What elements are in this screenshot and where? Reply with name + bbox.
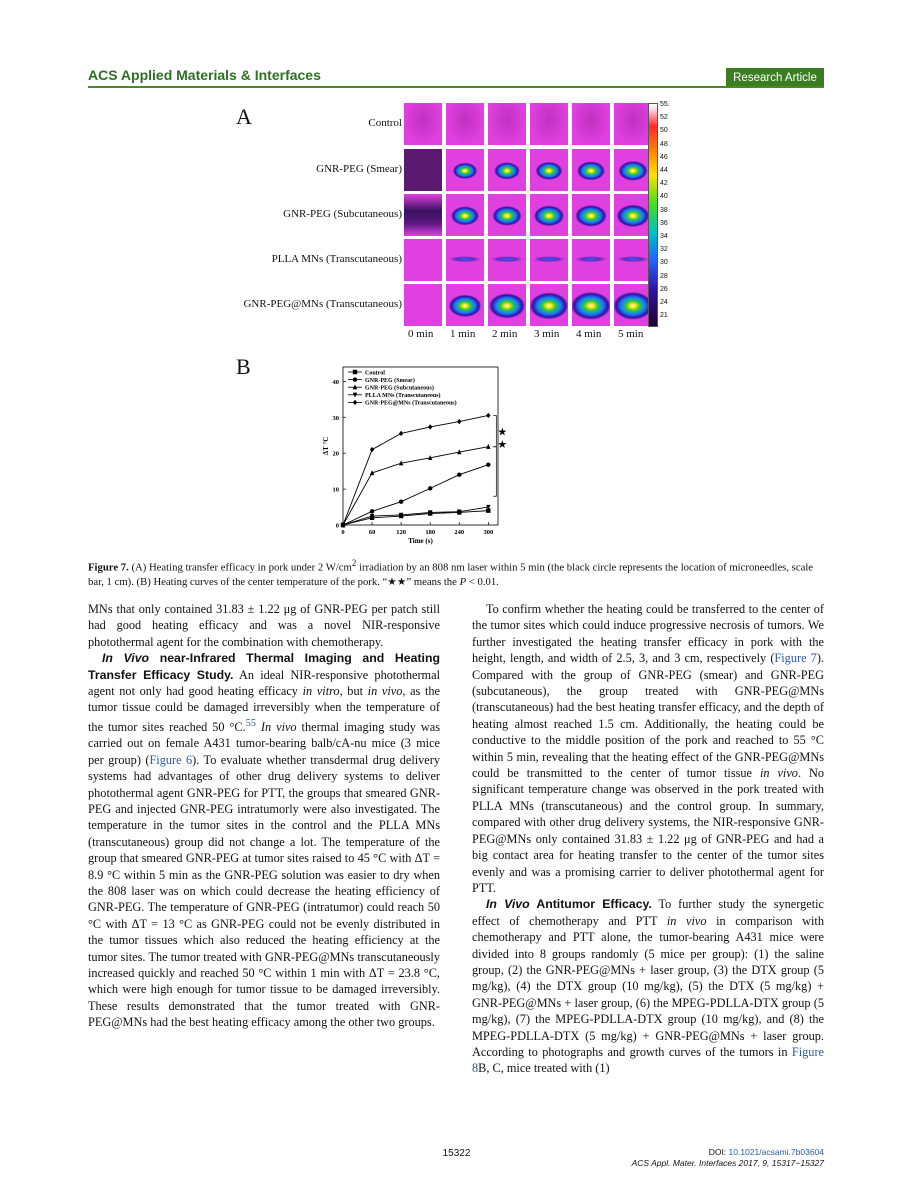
significance-star: ★ [497, 426, 508, 439]
caption-text-2: irradiation by an 808 nm laser within 5 min (the black circle represents the location of microneedles, scale bar, 1 cm). (B) Heating curves of the center temperature of the pork. “★★” means the [88, 561, 814, 588]
thermal-image [404, 149, 442, 191]
scale-tick-label: 42 [660, 180, 668, 188]
right-in-vivo-2: in vivo [666, 913, 707, 928]
caption-text-3: < 0.01. [466, 575, 499, 588]
right-paragraph-1 [472, 601, 824, 896]
row-label: GNR-PEG@MNs (Transcutaneous) [243, 298, 402, 310]
reference-link[interactable]: 55 [245, 717, 256, 729]
time-label: 0 min [408, 328, 434, 340]
data-point [457, 419, 461, 424]
citation: ACS Appl. Mater. Interfaces 2017, 9, 15317−15327 [631, 1158, 824, 1168]
panel-a-letter: A [236, 104, 252, 129]
thermal-image [488, 149, 526, 191]
thermal-image [404, 103, 442, 145]
figure-7-link[interactable]: Figure 7 [774, 651, 817, 666]
time-label: 1 min [450, 328, 476, 340]
row-label: GNR-PEG (Subcutaneous) [283, 208, 402, 220]
thermal-image [614, 194, 652, 236]
thermal-image [404, 239, 442, 281]
right-paragraph-2 [472, 896, 824, 1076]
thermal-image [404, 194, 442, 236]
data-point [353, 377, 357, 381]
scale-tick-label: 55. [660, 101, 670, 108]
legend-label: Control [365, 370, 385, 377]
thermal-image [614, 239, 652, 281]
thermal-image [614, 284, 652, 326]
article-type-badge: Research Article [726, 68, 824, 87]
thermal-image [488, 103, 526, 145]
data-point [370, 509, 374, 513]
left-in-vivo-2: In vivo [255, 719, 297, 734]
x-tick-label: 0 [341, 529, 345, 536]
row-label: PLLA MNs (Transcutaneous) [271, 253, 402, 265]
right-heading: Antitumor Efficacy. [529, 897, 652, 912]
caption-p: P [459, 575, 467, 588]
figure-6-link[interactable]: Figure 6 [149, 752, 193, 767]
thermal-image [572, 149, 610, 191]
thermal-image [530, 284, 568, 326]
data-point [399, 431, 403, 436]
scale-tick-label: 32 [660, 246, 668, 254]
right-column [472, 601, 824, 1077]
thermal-image [446, 284, 484, 326]
header-rule [88, 86, 824, 88]
scale-tick-label: 44 [660, 167, 668, 174]
scale-tick-label: 52 [660, 114, 668, 122]
y-tick-label: 20 [332, 450, 339, 458]
figure-caption [88, 556, 824, 589]
right-text-d: To further study the synergetic effect of chemotherapy and PTT [472, 897, 824, 928]
data-point [486, 444, 490, 449]
left-column [88, 601, 440, 1031]
row-label: Control [368, 117, 402, 129]
caption-label: Figure 7. [88, 561, 129, 574]
scale-tick-label: 50 [660, 127, 668, 135]
data-point [486, 462, 490, 466]
series-line [343, 465, 488, 525]
scale-tick-label: 46 [660, 153, 668, 161]
thermal-image [614, 149, 652, 191]
scale-tick-label: 48 [660, 140, 668, 148]
data-point [486, 413, 490, 418]
data-point [457, 473, 461, 477]
significance-bracket [493, 415, 496, 446]
data-point [428, 486, 432, 490]
figure-8-link[interactable]: Figure 8 [472, 1044, 824, 1076]
thermal-image [614, 103, 652, 145]
right-text-f: B, C, mice treated with (1) [478, 1061, 610, 1076]
journal-title: ACS Applied Materials & Interfaces [88, 67, 321, 83]
legend-label: GNR-PEG@MNs (Transcutaneous) [365, 400, 457, 407]
scale-tick-label: 34 [660, 233, 668, 240]
x-axis-label: Time (s) [408, 537, 433, 545]
left-heading: near-Infrared Thermal Imaging and Heating Transfer Efficacy Study. [88, 651, 440, 682]
heating-curve-chart [300, 355, 520, 550]
scale-tick-label: 21 [660, 312, 668, 320]
left-heading-italic: In Vivo [102, 651, 150, 666]
right-text-c: . No significant temperature change was observed in the pork treated with PLLA MNs (transcutaneous) and the control group. In summary, compared with other drug delivery systems, the NIR-responsive GNR-PEG@MNs only contained 31.83 ± 1.22 μg of GNR-PEG and had a big contact area for heating transfer to the center of the tumor sites evenly and was a promising carrier to deliver photothermal agent for PTT. [472, 766, 824, 895]
row-label: GNR-PEG (Smear) [316, 163, 402, 175]
series-line [343, 415, 488, 525]
time-label: 4 min [576, 328, 602, 340]
caption-text: (A) Heating transfer efficacy in pork under 2 W/cm [128, 561, 352, 574]
right-text-a: To confirm whether the heating could be transferred to the center of the tumor sites which could induce progressive necrosis of tumors. We further investigated the heating transfer efficacy in pork with the height, length, and width of 2.5, 3, and 3 cm, respectively ( [472, 602, 824, 666]
thermal-image [530, 103, 568, 145]
left-in-vivo: in vivo [367, 684, 403, 699]
thermal-image [488, 194, 526, 236]
thermal-image [530, 194, 568, 236]
thermal-image [446, 149, 484, 191]
thermal-image [446, 239, 484, 281]
data-point [399, 499, 403, 503]
right-in-vivo: in vivo [759, 766, 798, 781]
data-point [370, 447, 374, 452]
doi-link[interactable]: 10.1021/acsami.7b03604 [728, 1147, 824, 1157]
x-tick-label: 60 [368, 529, 376, 536]
left-in-vitro: in vitro [302, 684, 340, 699]
panel-b-letter: B [236, 354, 251, 379]
scale-tick-label: 38 [660, 206, 668, 214]
scale-tick-label: 28 [660, 272, 668, 280]
right-text-e: in comparison with chemotherapy and PTT alone, the tumor-bearing A431 mice were divided into 8 groups randomly (5 mice per group): (1) the saline group, (2) the GNR-PEG@MNs + laser group, (3) the DTX group (5 mg/kg), (4) the DTX group (10 mg/kg), (5) the DTX (5 mg/kg) + GNR-PEG@MNs + laser group, (6) the MPEG-PDLLA-DTX group (5 mg/kg), (7) the MPEG-PDLLA-DTX group (10 mg/kg), and (8) the MPEG-PDLLA-DTX (5 mg/kg) + GNR-PEG@MNs + laser group. According to photographs and growth curves of the tumors in [472, 913, 824, 1059]
left-paragraph-2 [88, 650, 440, 1030]
doi-block [632, 1147, 824, 1169]
scale-tick-label: 40 [660, 193, 668, 201]
left-text-b: , but [339, 684, 368, 699]
time-label: 3 min [534, 328, 560, 340]
y-tick-label: 40 [332, 378, 339, 386]
scale-tick-label: 30 [660, 259, 668, 267]
data-point [353, 370, 357, 374]
left-text-a: An ideal NIR-responsive photothermal agent not only had good heating efficacy [88, 667, 440, 699]
significance-bracket [493, 447, 496, 497]
legend-label: GNR-PEG (Subcutaneous) [365, 385, 434, 392]
x-tick-label: 120 [396, 529, 406, 536]
scale-tick-label: 24 [660, 299, 668, 306]
left-text-d: thermal imaging study was carried out on female A431 tumor-bearing balb/cA-nu mice (3 mice per group) ( [88, 719, 441, 767]
page-number: 15322 [442, 1148, 471, 1159]
thermal-image [446, 103, 484, 145]
thermal-image [488, 284, 526, 326]
y-axis-label: ΔT °C [322, 436, 330, 456]
scale-tick-label: 36 [660, 219, 668, 227]
doi-label: DOI: [708, 1147, 729, 1157]
thermal-image [488, 239, 526, 281]
thermal-image [572, 194, 610, 236]
time-label: 2 min [492, 328, 518, 340]
y-tick-label: 0 [335, 522, 339, 530]
thermal-image [446, 194, 484, 236]
time-label: 5 min [618, 328, 644, 340]
y-tick-label: 30 [332, 414, 339, 422]
right-text-b: ). Compared with the group of GNR-PEG (smear) and GNR-PEG (subcutaneous), the group treated with GNR-PEG@MNs (transcutaneous) had the best heating transfer efficacy, and the depth of heating almost reached 1.5 cm. Additionally, the heating could be conductive to the middle position of the pork and reached to 55 °C within 5 min, revealing that the heating effect of the GNR-PEG@MNs could be transmitted to the center of tumor tissue [472, 651, 824, 781]
caption-sup: 2 [351, 558, 357, 568]
thermal-image [530, 239, 568, 281]
significance-star: ★ [497, 439, 508, 451]
temperature-color-scale [648, 103, 658, 327]
data-point [428, 424, 432, 429]
thermal-image [530, 149, 568, 191]
scale-tick-label: 26 [660, 285, 668, 293]
series-line [343, 507, 488, 525]
x-tick-label: 180 [425, 529, 436, 536]
thermal-image [572, 103, 610, 145]
x-tick-label: 240 [454, 529, 465, 536]
data-point [353, 400, 357, 405]
legend-label: GNR-PEG (Smear) [365, 377, 415, 384]
thermal-image [572, 239, 610, 281]
left-text-e: ). To evaluate whether transdermal drug delivery systems had advantages of other drug delivery systems to deliver photothermal agent GNR-PEG for PTT, the groups that smeared GNR-PEG and injected GNR-PEG intratumorly were also investigated. The temperature in the tumor sites in the control and the PLLA MNs (transcutaneous) group did not change a lot. The temperature of the group that smeared GNR-PEG at tumor sites raised to 45 °C with ΔT = 8.9 °C within 5 min as the GNR-PEG solution was easier to dry when the 808 laser was on which could decrease the heating efficiency of GNR-PEG. The temperature of GNR-PEG (intratumor) could reach 50 °C with ΔT = 13 °C as GNR-PEG could not be evenly distributed in the tumor tissues which also reduced the heating efficiency at the tumor sites. The tumor treated with GNR-PEG@MNs transcutaneously increased quickly and reached 50 °C within 1 min with ΔT = 23.8 °C, which were high enough for tumor tissue to be damaged irreversibly. These results demonstrated that the tumor treated with GNR-PEG@MNs had the best heating efficacy among the other two groups. [88, 752, 441, 1030]
thermal-image [572, 284, 610, 326]
legend-label: PLLA MNs (Transcutaneous) [365, 393, 441, 400]
right-heading-italic: In Vivo [486, 897, 530, 912]
left-paragraph-1: MNs that only contained 31.83 ± 1.22 μg of GNR-PEG per patch still had good heating efficacy and was a novel NIR-responsive photothermal agent for the combination with chemotherapy. [88, 602, 440, 649]
y-tick-label: 10 [332, 486, 339, 494]
thermal-image [404, 284, 442, 326]
x-tick-label: 300 [483, 529, 494, 536]
left-text-c: , as the tumor tissue could be damaged irreversibly when the temperature of the tumor sites reached 50 °C. [88, 684, 440, 734]
